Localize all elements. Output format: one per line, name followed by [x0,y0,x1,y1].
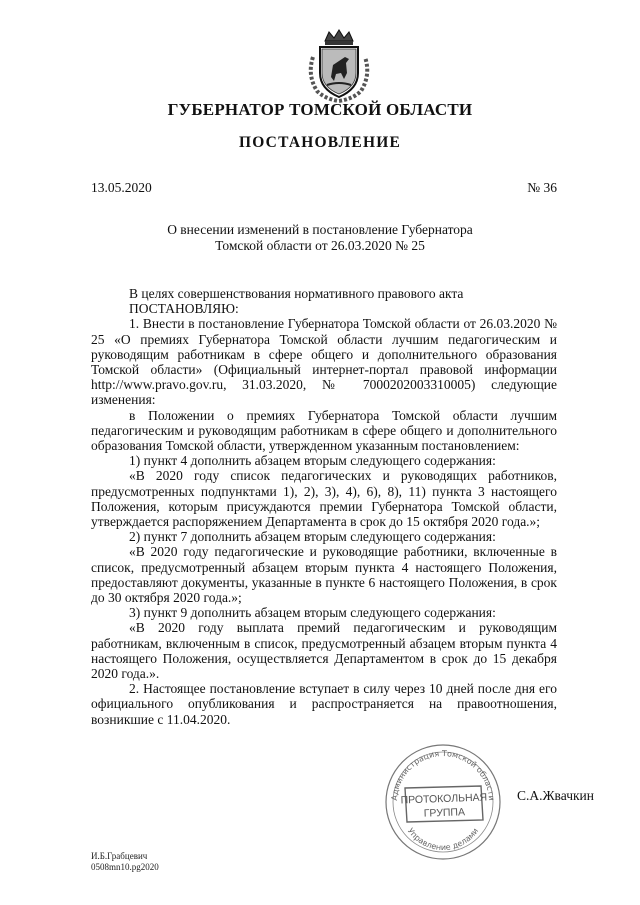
file-reference: 0508mn10.pg2020 [91,862,159,872]
tomsk-coat-of-arms-icon [303,27,375,103]
body-paragraph: 3) пункт 9 дополнить абзацем вторым следующего содержания: [129,605,496,621]
signatory-name: С.А.Жвачкин [516,788,594,803]
body-paragraph: «В 2020 году педагогические и руководящие работники, включенные в список, предусмотренный абзацем вторым пункта 4 настоящего Положения, предоставляют документы, указанные в пункте 6 настоящего Положения, в срок до 30 октября 2020 года.»; [91,544,557,606]
body-paragraph: «В 2020 году выплата премий педагогическим и руководящим работникам, включенным в список, предусмотренный абзацем вторым пункта 4 настоящего Положения, осуществляется Департаментом в срок до 15 декабря 2020 года.». [91,620,557,682]
document-subject [0,222,640,254]
authority-title: ГУБЕРНАТОР ТОМСКОЙ ОБЛАСТИ [167,100,473,119]
stamp-inner-line-1: ПРОТОКОЛЬНАЯ [400,791,488,807]
body-paragraph: 1) пункт 4 дополнить абзацем вторым следующего содержания: [129,453,496,469]
stamp-outer-top: Администрация Томской области [389,748,497,801]
body-paragraph: В целях совершенствования нормативного правового акта [129,286,464,301]
footer [91,851,159,873]
document-date: 13.05.2020 [91,180,152,195]
stamp-inner-line-2: ГРУППА [423,806,466,820]
body-paragraph: 2. Настоящее постановление вступает в силу через 10 дней после дня его официального опубликования и распространяется на правоотношения, возникшие с 11.04.2020. [91,681,557,727]
svg-text:Управление делами [406,826,480,852]
document-number: № 36 [527,180,557,195]
body-paragraph: 1. Внести в постановление Губернатора Томской области от 26.03.2020 № 25 «О премиях Губернатора Томской области лучшим педагогическим и руководящим работникам в сфере общего и дополнительного образования Томской области» (Официальный интернет-портал правовой информации http://www.pravo.gov.ru, 31.03.2020, № 7000202003310005) следующие изменения: [91,316,557,408]
stamp-outer-bottom: Управление делами [405,826,481,853]
protocol-group-stamp [383,742,503,862]
document-type: ПОСТАНОВЛЕНИЕ [238,134,402,151]
body-paragraph: в Положении о премиях Губернатора Томской области лучшим педагогическим и руководящим работникам в сфере общего и дополнительного образования Томской области, утвержденном указанным постановлением: [91,407,557,454]
body-paragraph: «В 2020 году список педагогических и руководящих работников, предусмотренных подпунктами 1), 2), 3), 4), 6), 8), 11) пункта 3 настоящего Положения, которым присуждаются премии Губернатора Томской области, утверждается распоряжением Департамента в срок до 15 октября 2020 года.»; [91,468,557,530]
body-paragraph: ПОСТАНОВЛЯЮ: [129,301,239,317]
subject-line-1: О внесении изменений в постановление Губернатора [167,222,473,237]
executor-name: И.Б.Грабцевич [91,851,148,861]
body-paragraph: 2) пункт 7 дополнить абзацем вторым следующего содержания: [129,529,496,545]
document-body [91,286,557,727]
subject-line-2: Томской области от 26.03.2020 № 25 [215,238,425,253]
